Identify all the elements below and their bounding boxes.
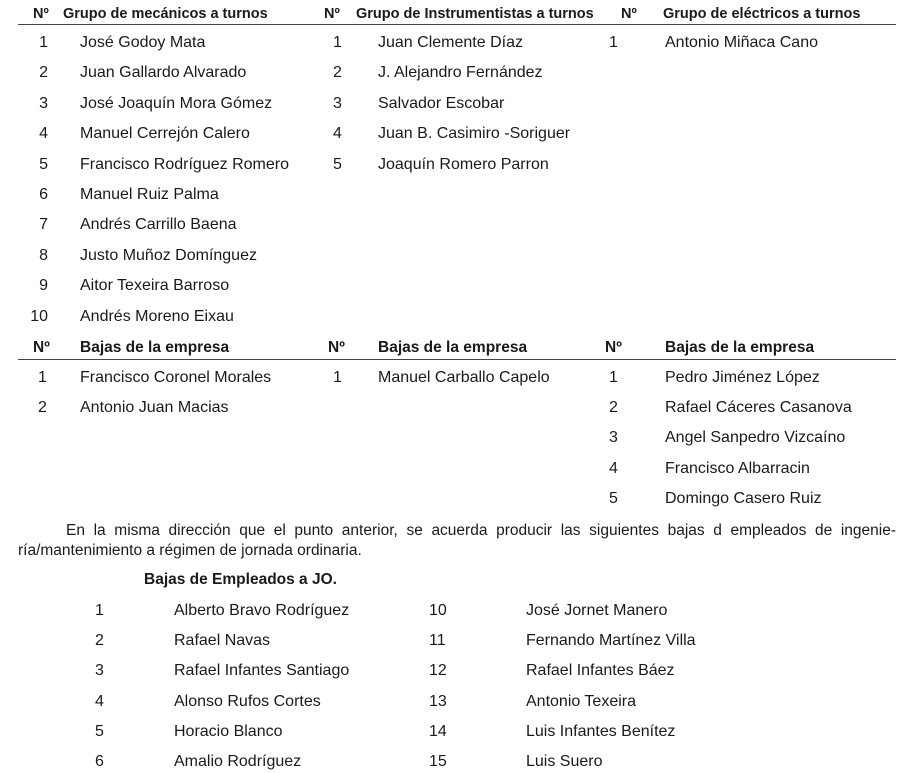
person-name: José Godoy Mata <box>80 34 206 51</box>
row-number: 10 <box>30 307 48 325</box>
row-number: 15 <box>429 753 447 770</box>
row-number: 9 <box>39 277 48 295</box>
person-name: Pedro Jiménez López <box>665 369 820 386</box>
person-name: Antonio Juan Macias <box>80 399 229 417</box>
person-name: Manuel Ruiz Palma <box>80 186 219 203</box>
row-number: 1 <box>333 34 342 51</box>
person-name: Francisco Coronel Morales <box>80 369 272 386</box>
person-name: Luis Suero <box>526 753 603 770</box>
row-number: 11 <box>429 632 446 650</box>
header-rule-1 <box>18 24 896 25</box>
person-name: Joaquín Romero Parron <box>378 155 549 173</box>
person-name: Domingo Casero Ruiz <box>665 489 822 507</box>
header-rule-2 <box>18 359 896 360</box>
row-number: 5 <box>39 155 48 173</box>
person-name: Francisco Albarracin <box>665 459 810 477</box>
row-number: 4 <box>609 459 618 477</box>
col-header-no-electricos: Nº <box>621 6 637 22</box>
row-number: 4 <box>39 125 48 143</box>
person-name: Antonio Texeira <box>526 692 636 710</box>
col-header-bajas-3: Bajas de la empresa <box>665 339 815 356</box>
row-number: 1 <box>333 369 342 386</box>
person-name: José Jornet Manero <box>526 602 668 619</box>
col-header-no-bajas-2: Nº <box>328 339 345 356</box>
person-name: Salvador Escobar <box>378 94 505 112</box>
person-name: Juan Clemente Díaz <box>378 34 523 51</box>
person-name: Justo Muñoz Domínguez <box>80 246 257 264</box>
row-number: 13 <box>429 692 447 710</box>
row-number: 1 <box>95 602 104 619</box>
col-header-no-mecanicos: Nº <box>33 6 49 22</box>
row-number: 5 <box>333 155 342 173</box>
person-name: Antonio Miñaca Cano <box>665 34 818 51</box>
row-number: 1 <box>609 34 618 51</box>
person-name: José Joaquín Mora Gómez <box>80 94 273 112</box>
col-header-mecanicos: Grupo de mecánicos a turnos <box>63 6 268 22</box>
col-header-bajas-1: Bajas de la empresa <box>80 339 230 356</box>
person-name: Alberto Bravo Rodríguez <box>174 602 350 619</box>
row-number: 2 <box>38 399 47 417</box>
row-number: 3 <box>333 94 342 112</box>
person-name: Rafael Cáceres Casanova <box>665 399 852 417</box>
row-number: 1 <box>39 34 48 51</box>
person-name: Aitor Texeira Barroso <box>80 277 230 295</box>
row-number: 5 <box>609 489 618 507</box>
row-number: 7 <box>39 216 48 234</box>
row-number: 2 <box>333 64 342 82</box>
col-header-no-bajas-1: Nº <box>33 339 50 356</box>
section-title-bajas-jo: Bajas de Empleados a JO. <box>144 571 337 588</box>
person-name: Luis Infantes Benítez <box>526 722 676 740</box>
row-number: 3 <box>609 429 618 447</box>
row-number: 3 <box>39 94 48 112</box>
row-number: 2 <box>39 64 48 82</box>
person-name: Manuel Cerrejón Calero <box>80 125 250 143</box>
row-number: 3 <box>95 662 104 680</box>
person-name: Andrés Carrillo Baena <box>80 216 237 234</box>
row-number: 1 <box>609 369 618 386</box>
row-number: 1 <box>38 369 47 386</box>
row-number: 6 <box>39 186 48 203</box>
person-name: Horacio Blanco <box>174 722 283 740</box>
col-header-no-instrumentistas: Nº <box>324 6 340 22</box>
person-name: Fernando Martínez Villa <box>526 632 696 650</box>
col-header-bajas-2: Bajas de la empresa <box>378 339 528 356</box>
row-number: 14 <box>429 722 447 740</box>
row-number: 8 <box>39 246 48 264</box>
person-name: Manuel Carballo Capelo <box>378 369 550 386</box>
person-name: Rafael Infantes Báez <box>526 662 675 680</box>
person-name: Andrés Moreno Eixau <box>80 307 234 325</box>
person-name: Juan Gallardo Alvarado <box>80 64 247 82</box>
row-number: 4 <box>333 125 342 143</box>
person-name: Alonso Rufos Cortes <box>174 692 321 710</box>
row-number: 5 <box>95 722 104 740</box>
row-number: 2 <box>95 632 104 650</box>
person-name: Juan B. Casimiro -Soriguer <box>378 125 571 143</box>
row-number: 2 <box>609 399 618 417</box>
row-number: 6 <box>95 753 104 770</box>
person-name: Amalio Rodríguez <box>174 753 302 770</box>
person-name: Francisco Rodríguez Romero <box>80 155 289 173</box>
col-header-instrumentistas: Grupo de Instrumentistas a turnos <box>356 6 594 22</box>
person-name: J. Alejandro Fernández <box>378 64 543 82</box>
person-name: Angel Sanpedro Vizcaíno <box>665 429 846 447</box>
col-header-electricos: Grupo de eléctricos a turnos <box>663 6 861 22</box>
person-name: Rafael Navas <box>174 632 271 650</box>
row-number: 10 <box>429 602 447 619</box>
body-paragraph: En la misma dirección que el punto anterior, se acuerda producir las siguientes bajas d empleados de ingenie-ría/mantenimiento a régimen de jornada ordinaria. <box>18 522 896 559</box>
row-number: 4 <box>95 692 104 710</box>
row-number: 12 <box>429 662 447 680</box>
person-name: Rafael Infantes Santiago <box>174 662 350 680</box>
col-header-no-bajas-3: Nº <box>605 339 622 356</box>
